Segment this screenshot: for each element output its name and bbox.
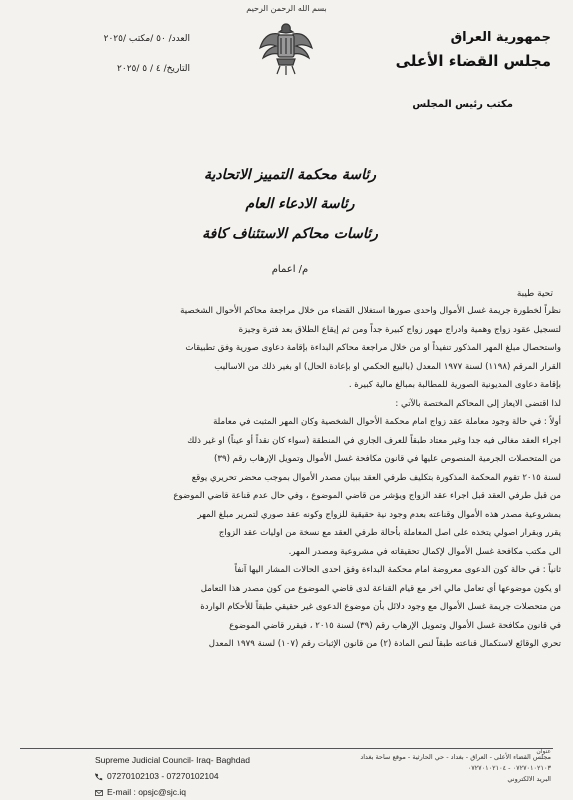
greeting: تحية طيبة [516, 289, 553, 299]
body-line: من قبل طرفي العقد قبل اجراء عقد الزواج ويؤشر من قاضي الموضوع ، وفي حال عدم قناعة قاضي الموضوع [173, 491, 561, 501]
subject-line: م/ اعمام [271, 264, 309, 275]
body-line: في قانون مكافحة غسل الأموال وتمويل الإرهاب رقم (٣٩) لسنة ٢٠١٥ ، فيقرر قاضي الموضوع [229, 620, 561, 631]
body-line: أولاً : في حالة وجود معاملة عقد زواج امام محكمة الأحوال الشخصية وكان المهر المثبت في معاملة [213, 417, 561, 427]
footer-phone: 07270102103 - 07270102104 [95, 768, 250, 784]
footer-email: E-mail : opsjc@sjc.iq [95, 784, 250, 800]
body-line: لتسجيل عقود زواج وهمية وادراج مهور زواج كبيرة جداً ومن ثم إيقاع الطلاق بعد فترة وجيزة [238, 324, 561, 335]
body-line: لسنة ٢٠١٥ تقوم المحكمة المذكورة بتكليف طرفي العقد ببيان مصدر الأموال بموجب محضر تحريري يوقع [191, 472, 561, 483]
body-line: تحري الوقائع لاستكمال قناعته طبقاً لنص المادة (٢) من قانون الإثبات رقم (١٠٧) لسنة ١٩٧٩ المعدل [208, 639, 561, 649]
addressee-appeal-courts: رئاسات محاكم الاستئناف كافة [202, 226, 378, 242]
body-line: بمشروعية مصدر هذه الأموال وقناعته بعدم وجود نية حقيقية للزواج وكونه عقد صوري لتمرير مبلغ المهر [197, 509, 561, 520]
phone-icon [95, 773, 103, 781]
body-line: ثانياً : في حالة كون الدعوى معروضة امام محكمة البداءة وفق احدى الحالات المشار اليها آنفاً [234, 565, 561, 575]
addressee-cassation-court: رئاسة محكمة التمييز الاتحادية [203, 167, 376, 183]
body-line: القرار المرقم (١١٩٨) لسنة ١٩٧٧ المعدل (بالبيع الحكمي او بإعادة الحال) او بغير ذلك من الاساليب [214, 361, 561, 372]
footer-arabic [301, 752, 551, 785]
basmala: بسم الله الرحمن الرحيم [246, 4, 327, 13]
body-line: من متحصلات جريمة غسل الأموال مع وجود دلائل بأن موضوع الدعوى غير حقيقي طبقاً للأحكام الواردة [200, 602, 561, 612]
iraq-eagle-emblem [257, 18, 315, 80]
body-line: الى مكتب مكافحة غسل الأموال لإكمال تحقيقاته في مشروعية ومصدر المهر. [288, 546, 561, 557]
body-line: او يكون موضوعها أي تعامل مالي اخر مع قيام القناعة لدى قاضي الموضوع من كون مصدر هذا التعامل [200, 583, 561, 594]
footer-arabic-address: مجلس القضاء الأعلى - العراق - بغداد - حي الحارثية - موقع ساحة بغداد [360, 753, 551, 761]
footer-email-address[interactable]: opsjc@sjc.iq [138, 787, 187, 797]
footer-divider [20, 748, 553, 749]
body-line: اجراء العقد مغالى فيه جدا وغير معتاد طبقاً للعرف الجاري في المنطقة (سواء كان نقداً أو عيناً) او غير ذلك [187, 435, 561, 446]
body-line: بإقامة دعاوى المديونية الصورية للمطالبة بمبالغ مالية كبيرة . [348, 380, 561, 390]
body-line: من المتحصلات الجرمية المنصوص عليها في قانون مكافحة غسل الأموال وتمويل الإرهاب رقم (٣٩) [214, 454, 561, 464]
body-line: واستحصال مبلغ المهر المذكور تنفيذاً او من خلال مراجعة محاكم البداءة بإقامة دعاوى صورية وفق تطبيقات [185, 343, 561, 353]
header-council: مجلس القضاء الأعلى [395, 52, 551, 70]
body-line: لذا اقتضى الايعاز إلى المحاكم المختصة بالآتي : [395, 398, 561, 409]
footer-address-label: عنوان [536, 748, 551, 755]
footer-org-name: Supreme Judicial Council- Iraq- Baghdad [95, 755, 250, 765]
reference-number: العدد/ ٥٠ /مكتب /٢٠٢٥ [103, 34, 190, 44]
footer-arabic-phone: ٠٧٢٧٠١٠٢١٠٣ - ٠٧٢٧٠١٠٢١٠٤ [467, 764, 551, 772]
body-line: يقرر وبقرار اصولي يتخذه على اصل المعاملة بأحالة طرفي العقد مع نسخة من اوليات عقد الزواج [218, 528, 561, 538]
letter-body [12, 302, 561, 654]
document-date: التاريخ/ ٤ / ٥ /٢٠٢٥ [117, 64, 190, 74]
addressee-public-prosecution: رئاسة الادعاء العام [245, 196, 355, 212]
header-office: مكتب رئيس المجلس [412, 99, 513, 110]
header-country: جمهورية العراق [450, 30, 551, 45]
body-line: نظراً لخطورة جريمة غسل الأموال واحدى صورها استغلال القضاء من خلال مراجعة محاكم الأحوال الشخصية [180, 306, 561, 316]
footer-email-label: البريد الالكتروني [507, 775, 551, 783]
footer-english [95, 752, 250, 800]
envelope-icon [95, 789, 103, 797]
